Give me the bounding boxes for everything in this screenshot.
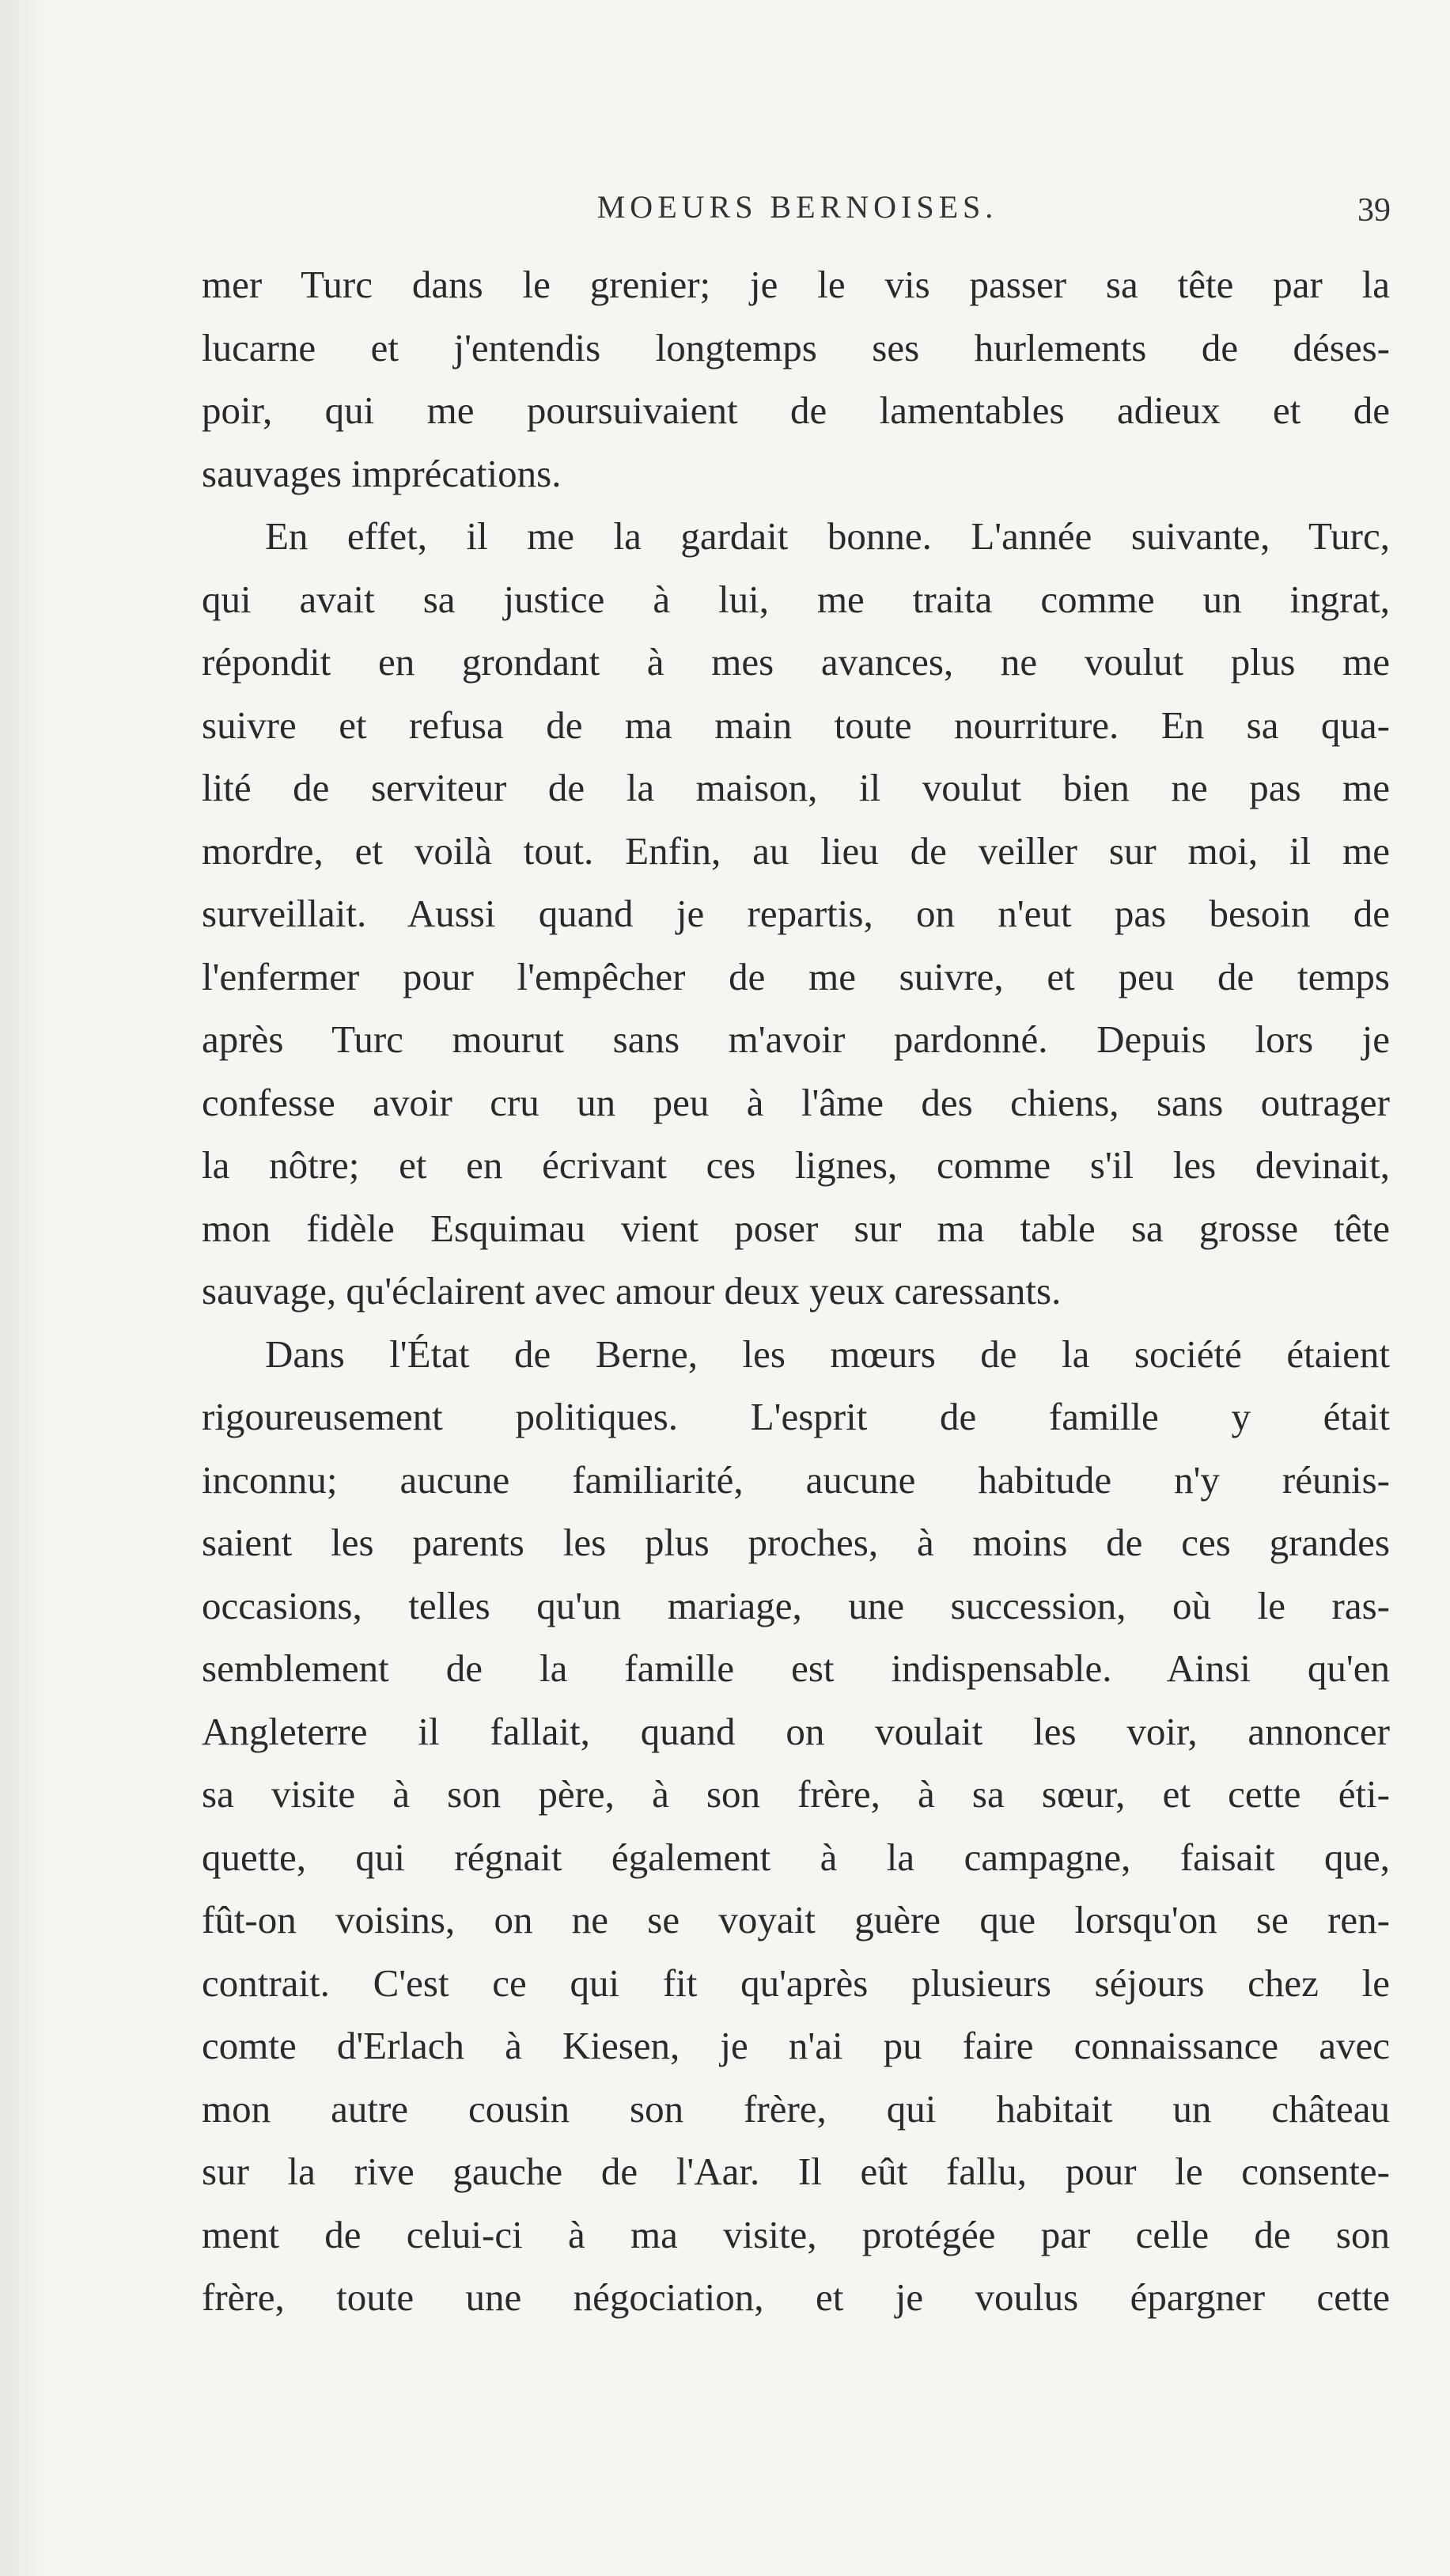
text-line: sa visite à son père, à son frère, à sa sœur, et cette éti- xyxy=(202,1772,1390,1816)
text-line: mer Turc dans le grenier; je le vis passer sa tête par la xyxy=(202,263,1390,306)
page-number: 39 xyxy=(1357,192,1391,229)
text-line: répondit en grondant à mes avances, ne voulut plus me xyxy=(202,640,1390,684)
running-head xyxy=(204,188,1391,236)
text-line: sauvages imprécations. xyxy=(202,451,562,495)
text-line: mon fidèle Esquimau vient poser sur ma table sa grosse tête xyxy=(202,1206,1390,1250)
text-line: occasions, telles qu'un mariage, une succession, où le ras- xyxy=(202,1583,1390,1627)
paragraph-start-line: En effet, il me la gardait bonne. L'année suivante, Turc, xyxy=(265,514,1390,558)
running-title: MOEURS BERNOISES. xyxy=(596,189,998,225)
text-line: comte d'Erlach à Kiesen, je n'ai pu faire connaissance avec xyxy=(202,2024,1390,2067)
text-line: inconnu; aucune familiarité, aucune habitude n'y réunis- xyxy=(202,1457,1390,1502)
paragraph-start-line: Dans l'État de Berne, les mœurs de la société étaient xyxy=(265,1332,1390,1376)
text-line: saient les parents les plus proches, à moins de ces grandes xyxy=(202,1521,1390,1564)
text-line: quette, qui régnait également à la campagne, faisait que, xyxy=(202,1835,1390,1879)
text-line: semblement de la famille est indispensable. Ainsi qu'en xyxy=(202,1646,1390,1690)
text-line: lucarne et j'entendis longtemps ses hurlements de déses- xyxy=(202,325,1390,369)
text-line: qui avait sa justice à lui, me traita comme un ingrat, xyxy=(202,577,1390,621)
text-line: mordre, et voilà tout. Enfin, au lieu de veiller sur moi, il me xyxy=(202,828,1390,873)
text-line: ment de celui-ci à ma visite, protégée par celle de son xyxy=(202,2212,1390,2256)
text-line: la nôtre; et en écrivant ces lignes, comme s'il les devinait, xyxy=(202,1143,1390,1187)
text-line: poir, qui me poursuivaient de lamentables adieux et de xyxy=(202,388,1390,432)
text-line: lité de serviteur de la maison, il voulut bien ne pas me xyxy=(202,766,1390,809)
text-line: après Turc mourut sans m'avoir pardonné. Depuis lors je xyxy=(202,1017,1390,1061)
body-text xyxy=(202,253,1390,2329)
text-line: l'enfermer pour l'empêcher de me suivre, et peu de temps xyxy=(202,954,1390,998)
text-line: sauvage, qu'éclairent avec amour deux yeux caressants. xyxy=(202,1269,1062,1313)
text-line: suivre et refusa de ma main toute nourriture. En sa qua- xyxy=(202,703,1390,747)
text-line: Angleterre il fallait, quand on voulait les voir, annoncer xyxy=(202,1709,1390,1753)
text-line: mon autre cousin son frère, qui habitait un château xyxy=(202,2086,1390,2131)
text-line: confesse avoir cru un peu à l'âme des chiens, sans outrager xyxy=(202,1080,1390,1124)
text-line: rigoureusement politiques. L'esprit de famille y était xyxy=(202,1395,1390,1438)
text-line: sur la rive gauche de l'Aar. Il eût fallu, pour le consente- xyxy=(202,2150,1390,2193)
text-line: contrait. C'est ce qui fit qu'après plusieurs séjours chez le xyxy=(202,1960,1390,2005)
text-line: fût-on voisins, on ne se voyait guère que lorsqu'on se ren- xyxy=(202,1898,1390,1941)
text-line: frère, toute une négociation, et je voulus épargner cette xyxy=(202,2275,1390,2319)
text-line: surveillait. Aussi quand je repartis, on n'eut pas besoin de xyxy=(202,892,1390,935)
